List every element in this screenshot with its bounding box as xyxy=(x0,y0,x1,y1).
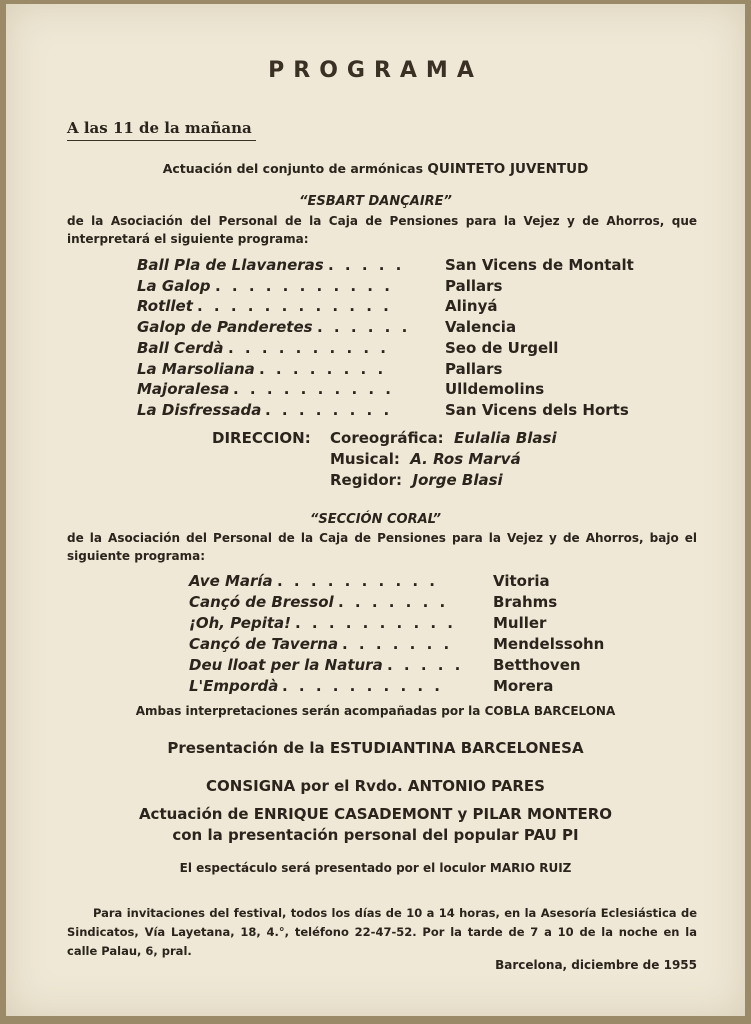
dance-place: Pallars xyxy=(445,359,503,378)
dance-place: San Vicens dels Horts xyxy=(445,400,629,419)
song-row xyxy=(189,572,649,593)
song-row xyxy=(189,677,649,698)
direction-person: Jorge Blasi xyxy=(412,471,503,489)
dance-row xyxy=(137,401,657,422)
leader-dots: . . . . . . . . . . xyxy=(282,677,443,695)
dance-row xyxy=(137,380,657,401)
dance-row xyxy=(137,256,657,277)
song-row xyxy=(189,593,649,614)
leader-dots: . . . . . . . . . . xyxy=(295,614,456,632)
dance-name: Majoralesa xyxy=(137,380,230,399)
leader-dots: . . . . . . . . . . . xyxy=(215,276,393,295)
locutor-line: El espectáculo será presentado por el loculor MARIO RUIZ xyxy=(179,861,572,875)
dance-row xyxy=(137,318,657,339)
date-line: Barcelona, diciembre de 1955 xyxy=(495,958,697,972)
dance-place: Alinyá xyxy=(445,297,498,316)
pau-pi-line: con la presentación personal del popular PAU PI xyxy=(172,826,579,844)
coral-intro: de la Asociación del Personal de la Caja de Pensiones para la Vejez y de Ahorros, bajo el siguiente programa: xyxy=(67,531,697,563)
dance-name: La Galop xyxy=(137,276,211,295)
song-name: Cançó de Taverna xyxy=(189,635,339,653)
song-name: L'Empordà xyxy=(189,677,279,695)
dance-name: La Disfressada xyxy=(137,400,262,419)
esbart-intro: de la Asociación del Personal de la Caja de Pensiones para la Vejez y de Ahorros, que interpretará el siguiente programa: xyxy=(67,214,697,246)
direction-person: A. Ros Marvá xyxy=(410,450,521,468)
leader-dots: . . . . . . . . xyxy=(265,400,393,419)
time-heading: A las 11 de la mañana xyxy=(67,119,256,141)
leader-dots: . . . . . . . . . . xyxy=(228,338,389,357)
song-composer: Vitoria xyxy=(493,572,550,590)
direction-role: Regidor: xyxy=(330,471,403,489)
dance-name: Ball Pla de Llavaneras xyxy=(137,256,324,274)
leader-dots: . . . . . xyxy=(387,656,464,674)
esbart-heading: “ESBART DANÇAIRE” xyxy=(299,194,452,209)
dance-place: Seo de Urgell xyxy=(445,338,559,357)
dance-name: Ball Cerdà xyxy=(137,338,224,357)
dance-place: San Vicens de Montalt xyxy=(445,256,634,274)
song-composer: Muller xyxy=(493,614,547,632)
song-composer: Mendelssohn xyxy=(493,635,605,653)
consigna: CONSIGNA por el Rvdo. ANTONIO PARES xyxy=(206,777,545,795)
leader-dots: . . . . . . . xyxy=(338,593,449,611)
leader-dots: . . . . . . . . . . . . xyxy=(197,297,392,316)
page-title: PROGRAMA xyxy=(268,58,483,83)
dance-place: Pallars xyxy=(445,276,503,295)
dance-place: Valencia xyxy=(445,318,517,337)
direction-row xyxy=(330,471,503,489)
song-name: ¡Oh, Pepita! xyxy=(189,614,291,632)
actuacion: Actuación de ENRIQUE CASADEMONT y PILAR MONTERO xyxy=(138,805,613,823)
harmonica-group: QUINTETO JUVENTUD xyxy=(427,161,589,177)
dance-row xyxy=(137,297,657,318)
dance-name: Galop de Panderetes xyxy=(137,318,313,337)
leader-dots: . . . . . . . xyxy=(342,635,453,653)
direction-label: DIRECCION: xyxy=(212,429,311,447)
direction-role: Coreográfica: xyxy=(330,429,444,447)
dance-row xyxy=(137,277,657,298)
footer-paragraph: Para invitaciones del festival, todos los días de 10 a 14 horas, en la Asesoría Eclesiástica de Sindicatos, Vía Layetana, 18, 4.°, teléfono 22-47-52. Por la tarde de 7 a 10 de la noche en la calle Palau, 6, pral. xyxy=(67,906,697,958)
song-name: Deu lloat per la Natura xyxy=(189,656,383,674)
dance-row xyxy=(137,339,657,360)
direction-role: Musical: xyxy=(330,450,400,468)
song-row xyxy=(189,656,649,677)
song-row xyxy=(189,635,649,656)
leader-dots: . . . . . xyxy=(328,256,405,274)
coral-heading: “SECCIÓN CORAL” xyxy=(310,512,441,527)
harmonica-line xyxy=(0,161,751,177)
dance-place: Ulldemolins xyxy=(445,380,545,399)
song-name: Ave María xyxy=(189,572,273,590)
song-composer: Betthoven xyxy=(493,656,581,674)
harmonica-prefix: Actuación del conjunto de armónicas xyxy=(162,161,424,176)
direction-row xyxy=(330,429,557,447)
accompaniment: Ambas interpretaciones serán acompañadas por la COBLA BARCELONA xyxy=(135,704,616,718)
leader-dots: . . . . . . xyxy=(317,318,411,337)
direction-row xyxy=(330,450,521,468)
direction-person: Eulalia Blasi xyxy=(454,429,557,447)
dance-name: Rotllet xyxy=(137,297,193,316)
leader-dots: . . . . . . . . . . xyxy=(233,380,394,399)
song-name: Cançó de Bressol xyxy=(189,593,334,611)
leader-dots: . . . . . . . . xyxy=(259,359,387,378)
leader-dots: . . . . . . . . . . xyxy=(277,572,438,590)
song-composer: Brahms xyxy=(493,593,558,611)
dance-row xyxy=(137,360,657,381)
presentation: Presentación de la ESTUDIANTINA BARCELONESA xyxy=(167,739,584,757)
song-composer: Morera xyxy=(493,677,554,695)
song-row xyxy=(189,614,649,635)
dance-name: La Marsoliana xyxy=(137,359,255,378)
